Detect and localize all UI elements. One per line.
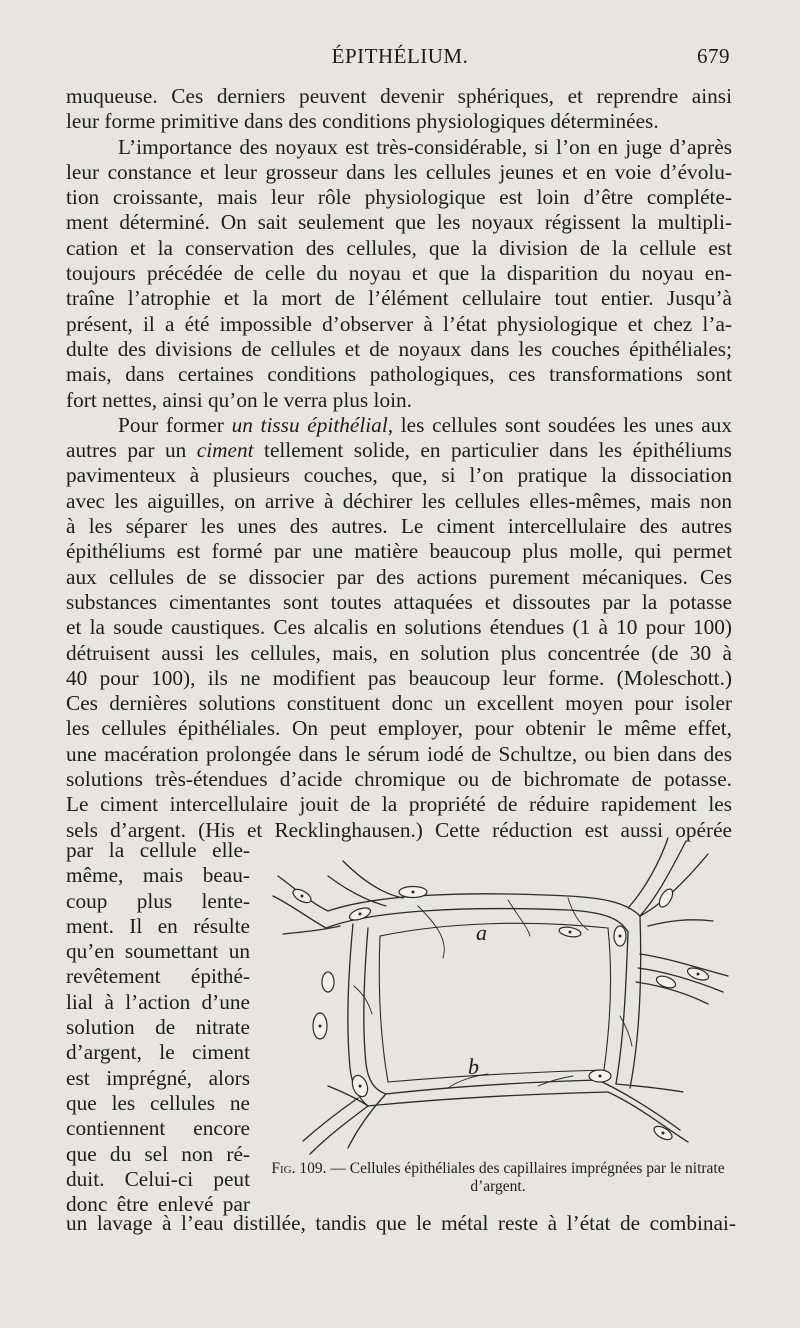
text-line: mais, dans certaines conditions pathologiques, ces transformations sont [66,362,732,387]
text-line [66,413,732,438]
text-line: solution de nitrate [66,1015,250,1040]
text-line: muqueuse. Ces derniers peuvent devenir sphériques, et reprendre ainsi [66,84,732,108]
body-text-bottom [66,1211,736,1236]
text-run: , les cellules sont soudées les unes aux [387,412,732,437]
text-line: avec les aiguilles, on arrive à déchirer les cellules elles-mêmes, mais non [66,488,732,513]
text-line: ment. Il en résulte [66,913,250,938]
text-line: une macération prolongée dans le sérum iodé de Schultze, ou bien dans des [66,741,732,766]
figure-109-capillary-illustration [268,836,738,1156]
text-line: revêtement épithé- [66,964,250,989]
text-line: Ces dernières solutions constituent donc un excellent moyen pour isoler [66,691,732,716]
figure-caption-text: Cellules épithéliales des capillaires imprégnées par le nitrate d’argent. [349,1160,725,1195]
text-line: présent, il a été impossible d’observer à l’état physiologique et chez l’a- [66,311,732,336]
text-line: 40 pour 100), ils ne modifient pas beaucoup leur forme. (Moleschott.) [66,665,732,690]
running-head [0,44,800,74]
text-line: donc être enlevé par [66,1192,250,1217]
text-line: cation et la conservation des cellules, que la division de la cellule est [66,235,732,260]
text-line: L’importance des noyaux est très-considérable, si l’on en juge d’après [118,134,732,159]
emphasis-term: ciment [196,438,254,463]
text-line: par la cellule elle- [66,838,250,862]
text-line: même, mais beau- [66,863,250,888]
text-line: les cellules épithéliales. On peut employer, pour obtenir le même effet, [66,716,732,741]
text-line: contiennent encore [66,1116,250,1141]
text-run: Pour former [118,412,232,437]
text-line: est imprégné, alors [66,1065,250,1090]
figure-label-a: a [476,920,487,945]
text-line: ment déterminé. On sait seulement que les noyaux régissent la multipli- [66,210,732,235]
text-line: qu’en soumettant un [66,939,250,964]
text-line: solutions très-étendues d’acide chromique ou de bichromate de potasse. [66,767,732,792]
text-line: toujours précédée de celle du noyau et que la disparition du noyau en- [66,261,732,286]
capillary-drawing [268,836,738,1156]
text-line: substances cimentantes sont toutes attaquées et dissoutes par la potasse [66,589,732,614]
text-line: Le ciment intercellulaire jouit de la propriété de réduire rapidement les [66,792,732,817]
emphasis-term: un tissu épithélial [231,412,388,437]
text-line: un lavage à l’eau distillée, tandis que le métal reste à l’état de combinai- [66,1211,736,1235]
body-text-top [66,84,732,843]
text-line: fort nettes, ainsi qu’on le verra plus loin. [66,387,412,412]
text-line: que les cellules ne [66,1090,250,1115]
text-line: à les séparer les unes des autres. Le ciment intercellulaire des autres [66,514,732,539]
text-line: traîne l’atrophie et la mort de l’élément cellulaire tout entier. Jusqu’à [66,286,732,311]
figure-caption [268,1160,728,1196]
text-run: tellement solide, en particulier dans les épithéliums [253,438,732,463]
text-line [66,438,732,463]
page-number: 679 [697,44,730,68]
text-line: aux cellules de se dissocier par des actions purement mécaniques. Ces [66,564,732,589]
text-line: tion croissante, mais leur rôle physiologique est loin d’être compléte- [66,185,732,210]
text-run: autres par un [66,438,197,463]
text-line: épithéliums est formé par une matière beaucoup plus molle, qui permet [66,539,732,564]
text-line: lial à l’action d’une [66,989,250,1014]
body-text-wrap-column [66,838,250,1217]
text-line: leur constance et leur grosseur dans les cellules jeunes et en voie d’évolu- [66,159,732,184]
running-title: ÉPITHÉLIUM. [331,44,469,68]
text-line: sels d’argent. (His et Recklinghausen.) Cette réduction est aussi opérée [66,817,732,842]
text-line: et la soude caustiques. Ces alcalis en solutions étendues (1 à 10 pour 100) [66,615,732,640]
text-line: leur forme primitive dans des conditions physiologiques déterminées. [66,109,659,134]
text-line: détruisent aussi les cellules, mais, en solution plus concentrée (de 30 à [66,640,732,665]
text-line: duit. Celui-ci peut [66,1166,250,1191]
text-line: que du sel non ré- [66,1141,250,1166]
text-line: coup plus lente- [66,888,250,913]
text-line: dulte des divisions de cellules et de noyaux dans les couches épithéliales; [66,336,732,361]
figure-label-b: b [468,1054,479,1079]
text-line: d’argent, le ciment [66,1040,250,1065]
figure-number: Fig. 109. — [271,1160,346,1177]
text-line: pavimenteux à plusieurs couches, que, si l’on pratique la dissociation [66,463,732,488]
